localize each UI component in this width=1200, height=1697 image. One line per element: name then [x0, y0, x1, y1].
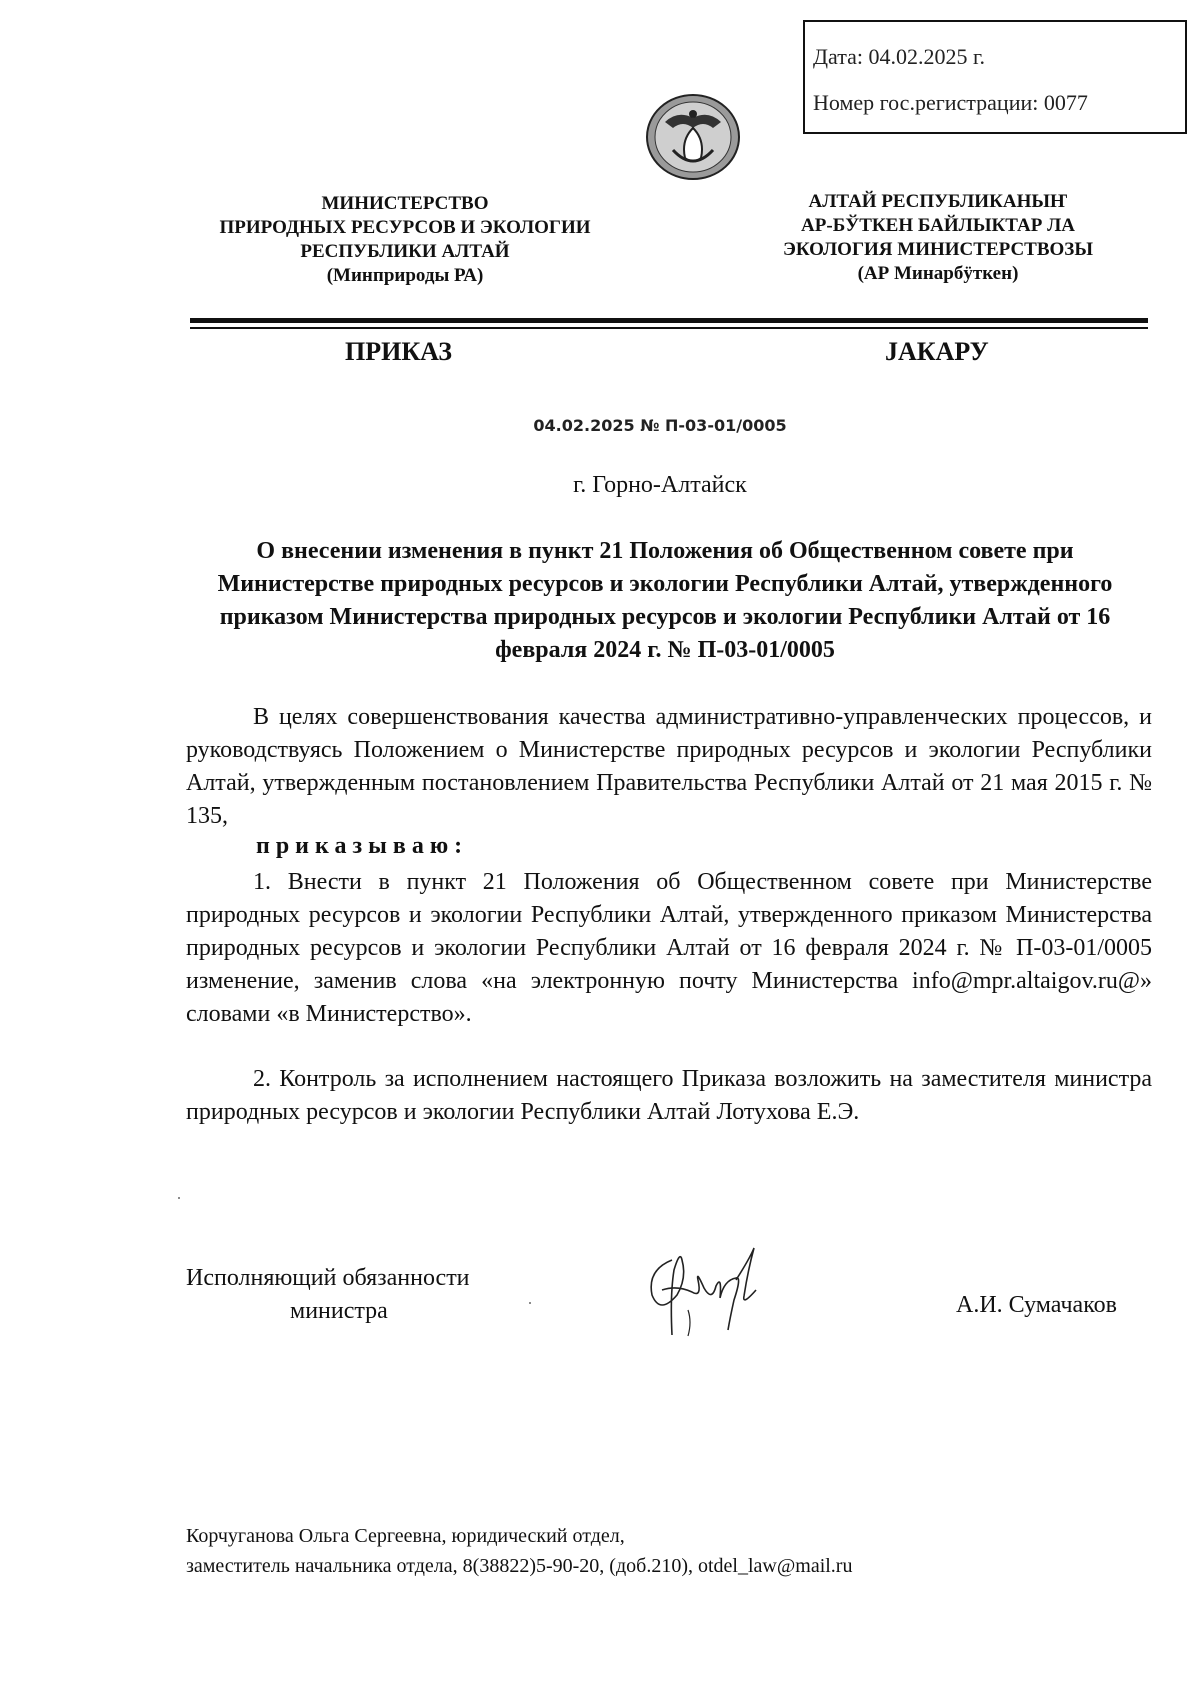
handwritten-signature-icon	[632, 1240, 782, 1340]
registration-date-value: 04.02.2025 г.	[868, 44, 986, 69]
order-item-2: 2. Контроль за исполнением настоящего Приказа возложить на заместителя министра природных ресурсов и экологии Республики Алтай Лотухова Е.Э.	[186, 1066, 1152, 1125]
document-title: О внесении изменения в пункт 21 Положения об Общественном совете при Министерстве природных ресурсов и экологии Республики Алтай, утвержденного приказом Министерства природных ресурсов и экологии Республики Алтай от 16 февраля 2024 г. № П-03-01/0005	[217, 538, 1113, 663]
order-word-ru: ПРИКАЗ	[345, 337, 453, 366]
order-item-1: 1. Внести в пункт 21 Положения об Общественном совете при Министерстве природных ресурсов и экологии Республики Алтай, утвержденного приказом Министерства природных ресурсов и экологии Республики Алтай от 16 февраля 2024 г. № П-03-01/0005 изменение, заменив слова «на электронную почту Министерства info@mpr.altaigov.ru@» словами «в Министерство».	[186, 869, 1152, 1027]
intro-paragraph: В целях совершенствования качества административно-управленческих процессов, и руководствуясь Положением о Министерстве природных ресурсов и экологии Республики Алтай, утвержденным постановлением Правительства Республики Алтай от 21 мая 2015 г. № 135,	[186, 704, 1152, 829]
ministry-name-alt-line: ЭКОЛОГИЯ МИНИСТЕРСТВОЗЫ	[782, 239, 1093, 260]
registration-box	[803, 20, 1187, 134]
signatory-position-line: Исполняющий обязанности	[186, 1265, 470, 1291]
republic-altai-emblem-icon	[643, 92, 743, 182]
executor-contact-line: Корчуганова Ольга Сергеевна, юридический отдел,	[186, 1525, 625, 1547]
order-number: 04.02.2025 № П-03-01/0005	[533, 416, 787, 435]
order-directive: приказываю:	[256, 833, 469, 859]
registration-number	[813, 90, 1088, 116]
registration-number-value: 0077	[1043, 90, 1088, 115]
scan-speck	[529, 1302, 531, 1304]
registration-date	[813, 44, 985, 70]
registration-number-label: Номер гос.регистрации:	[813, 90, 1039, 115]
ministry-name-ru-line: ПРИРОДНЫХ РЕСУРСОВ И ЭКОЛОГИИ	[219, 217, 591, 238]
signatory-position	[186, 1262, 470, 1328]
ministry-name-ru-line: МИНИСТЕРСТВО	[321, 193, 489, 214]
scan-speck	[178, 1197, 180, 1199]
order-word-alt: JАКАРУ	[885, 337, 989, 366]
header-divider-thick	[190, 318, 1148, 323]
ministry-name-alt-line: АЛТАЙ РЕСПУБЛИКАНЫҤ	[808, 191, 1068, 212]
executor-contact	[186, 1521, 852, 1581]
header-divider-thin	[190, 327, 1148, 329]
ministry-short-name-alt: (АР Минарбӱткен)	[857, 263, 1019, 284]
registration-date-label: Дата:	[813, 44, 863, 69]
ministry-short-name-ru: (Минприроды РА)	[326, 265, 484, 286]
signatory-position-line: министра	[290, 1298, 388, 1324]
signatory-name: А.И. Сумачаков	[956, 1292, 1117, 1318]
executor-contact-line: заместитель начальника отдела, 8(38822)5-90-20, (доб.210), otdel_law@mail.ru	[186, 1555, 853, 1577]
order-city: г. Горно-Алтайск	[573, 472, 747, 498]
ministry-name-ru-line: РЕСПУБЛИКИ АЛТАЙ	[300, 241, 510, 262]
ministry-name-ru	[190, 192, 620, 288]
ministry-name-alt	[748, 190, 1128, 286]
ministry-name-alt-line: АР-БЎТКЕН БАЙЛЫКТАР ЛА	[801, 215, 1075, 236]
